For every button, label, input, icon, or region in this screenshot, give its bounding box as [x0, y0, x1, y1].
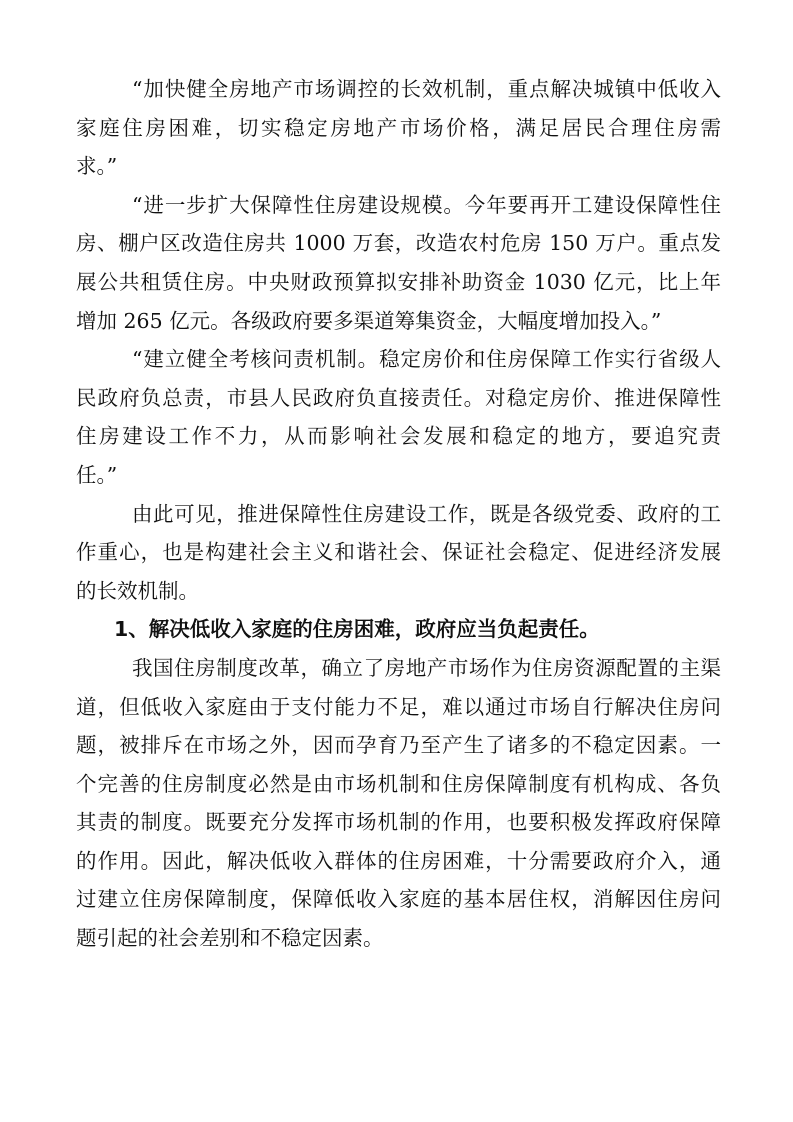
text-line: 的长效机制。 — [76, 578, 199, 603]
text-line: 展公共租赁住房。中央财政预算拟安排补助资金 1030 亿元，比上年 — [76, 269, 721, 294]
quote-paragraph-housing-market — [76, 70, 721, 186]
text-line: 题，被排斥在市场之外，因而孕育乃至产生了诸多的不稳定因素。一 — [76, 733, 721, 758]
text-line: 道，但低收入家庭由于支付能力不足，难以通过市场自行解决住房问 — [76, 694, 721, 719]
text-line: 过建立住房保障制度，保障低收入家庭的基本居住权，消解因住房问 — [76, 887, 721, 912]
quote-paragraph-affordable-housing-scale — [76, 186, 721, 340]
text-line: “建立健全考核问责机制。稳定房价和住房保障工作实行省级人 — [132, 347, 721, 372]
text-line: 个完善的住房制度必然是由市场机制和住房保障制度有机构成、各负 — [76, 771, 721, 796]
text-line: 题引起的社会差别和不稳定因素。 — [76, 926, 384, 951]
body-paragraph-conclusion — [76, 495, 721, 611]
section-heading — [76, 610, 721, 649]
text-line: 家庭住房困难，切实稳定房地产市场价格，满足居民合理住房需 — [76, 115, 721, 140]
text-line: 任。” — [76, 462, 118, 487]
heading-line: 1、解决低收入家庭的住房困难，政府应当负起责任。 — [114, 617, 600, 642]
text-line: 作重心，也是构建社会主义和谐社会、保证社会稳定、促进经济发展 — [76, 540, 721, 565]
quote-paragraph-accountability — [76, 340, 721, 494]
text-line: 增加 265 亿元。各级政府要多渠道筹集资金，大幅度增加投入。” — [76, 308, 662, 333]
text-line: 住房建设工作不力，从而影响社会发展和稳定的地方，要追究责 — [76, 424, 721, 449]
text-line: 的作用。因此，解决低收入群体的住房困难，十分需要政府介入，通 — [76, 848, 721, 873]
text-line: 由此可见，推进保障性住房建设工作，既是各级党委、政府的工 — [132, 501, 721, 526]
text-line: “进一步扩大保障性住房建设规模。今年要再开工建设保障性住 — [132, 192, 721, 217]
text-line: 房、棚户区改造住房共 1000 万套，改造农村危房 150 万户。重点发 — [76, 231, 721, 256]
text-line: “加快健全房地产市场调控的长效机制，重点解决城镇中低收入 — [132, 77, 721, 101]
text-line: 其责的制度。既要充分发挥市场机制的作用，也要积极发挥政府保障 — [76, 810, 721, 835]
text-line: 民政府负总责，市县人民政府负直接责任。对稳定房价、推进保障性 — [76, 385, 721, 410]
document-page — [76, 70, 721, 958]
text-line: 我国住房制度改革，确立了房地产市场作为住房资源配置的主渠 — [132, 655, 721, 680]
body-paragraph-housing-reform — [76, 649, 721, 958]
text-line: 求。” — [76, 154, 118, 179]
